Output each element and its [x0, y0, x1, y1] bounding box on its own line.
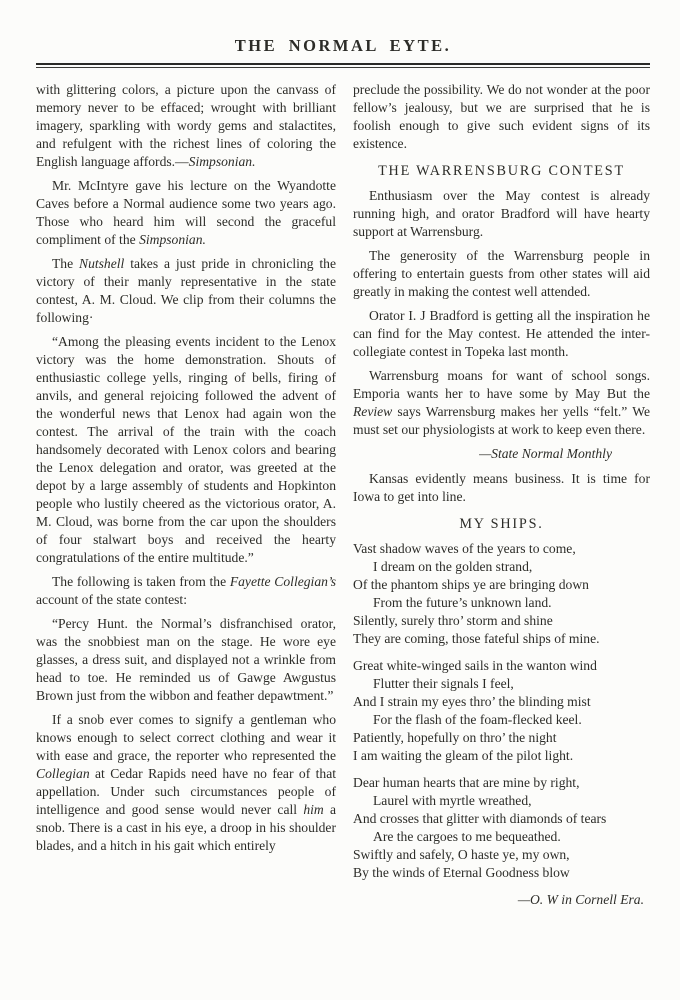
text-run: Mr. McIntyre gave his lecture on the Wyandotte Caves before a Normal audience some two years ago. Those who heard him will second the graceful compliment of the: [36, 178, 336, 247]
publication-title: THE NORMAL EYTE.: [234, 36, 452, 55]
poem-stanza: [353, 774, 650, 882]
poem-line: By the winds of Eternal Goodness blow: [353, 865, 570, 880]
poem-line: I dream on the golden strand,: [373, 559, 533, 574]
poem-line: And I strain my eyes thro’ the blinding mist: [353, 694, 591, 709]
italic-text-run: Simpsonian.: [139, 232, 206, 247]
text-run: Orator I. J Bradford is getting all the inspiration he can find for the May contest. He attended the inter-collegiate contest in Topeka last month.: [353, 308, 650, 359]
poem-line: For the flash of the foam-flecked keel.: [373, 712, 582, 727]
text-run: “Percy Hunt. the Normal’s disfranchised orator, was the snobbiest man on the stage. He wore eye glasses, a dress suit, and displayed not a wrinkle from head to toe. He reminded us of Gawge Awgustus Brown just from the wibbon and feather depawtment.”: [36, 616, 336, 703]
italic-text-run: Review: [353, 404, 393, 419]
paragraph: [353, 187, 650, 241]
text-run: at Cedar Rapids need have no fear of that appellation. Under such circumstances people of intelligence and good sense would never call: [36, 766, 336, 817]
poem-line: Flutter their signals I feel,: [373, 676, 514, 691]
section-heading: MY SHIPS.: [459, 516, 544, 532]
paragraph: [353, 81, 650, 153]
poem-line: Great white-winged sails in the wanton wind: [353, 658, 597, 673]
paragraph: [36, 711, 336, 855]
paragraph: [36, 81, 336, 171]
attribution: —State Normal Monthly: [479, 446, 612, 461]
text-run: a snob. There is a cast in his eye, a droop in his shoulder blades, and a hitch in his gait which entirely: [36, 802, 337, 853]
paragraph: [353, 367, 650, 439]
text-run: account of the state contest:: [36, 592, 187, 607]
paragraph: [36, 177, 336, 249]
poem-line: Swiftly and safely, O haste ye, my own,: [353, 847, 570, 862]
paragraph: [36, 333, 336, 567]
left-column: [36, 81, 336, 861]
text-run: Enthusiasm over the May contest is already running high, and orator Bradford will have hearty support at Warrensburg.: [353, 188, 650, 239]
section-heading: THE WARRENSBURG CONTEST: [378, 163, 625, 179]
italic-text-run: Fayette Collegian’s: [229, 574, 336, 589]
poem-line: I am waiting the gleam of the pilot light.: [353, 748, 574, 763]
poem-line: Of the phantom ships ye are bringing down: [353, 577, 589, 592]
masthead: [36, 36, 650, 68]
text-run: The: [52, 256, 79, 271]
poem-line: Patiently, hopefully on thro’ the night: [353, 730, 557, 745]
masthead-rule: [36, 63, 650, 68]
paragraph: [36, 255, 336, 327]
text-run: says Warrensburg makes her yells “felt.” We must set our physiologists at work to keep even there.: [353, 404, 650, 437]
text-run: preclude the possibility. We do not wonder at the poor fellow’s jealousy, but we are surprised that he is foolish enough to give such evident signs of its existence.: [353, 82, 650, 151]
text-run: Warrensburg moans for want of school songs. Emporia wants her to have some by May But the: [353, 368, 650, 401]
attribution: —O. W in Cornell Era.: [517, 892, 644, 907]
italic-text-run: Simpsonian.: [188, 154, 256, 169]
paragraph: [36, 615, 336, 705]
poem-line: Dear human hearts that are mine by right,: [353, 775, 580, 790]
italic-text-run: Collegian: [36, 766, 90, 781]
poem-stanza: [353, 657, 650, 765]
paragraph: [36, 573, 336, 609]
poem-line: Laurel with myrtle wreathed,: [373, 793, 532, 808]
poem-line: And crosses that glitter with diamonds of tears: [353, 811, 607, 826]
paragraph: [353, 307, 650, 361]
text-run: The generosity of the Warrensburg people in offering to entertain guests from other states will aid greatly in making the contest well attended.: [353, 248, 650, 299]
poem-line: Are the cargoes to me bequeathed.: [373, 829, 561, 844]
poem-line: They are coming, those fateful ships of mine.: [353, 631, 600, 646]
poem-line: Vast shadow waves of the years to come,: [353, 541, 576, 556]
text-run: The following is taken from the: [52, 574, 230, 589]
text-run: If a snob ever comes to signify a gentleman who knows enough to select correct clothing and wear it with ease and grace, the reporter who represented the: [36, 712, 336, 763]
article-columns: [36, 81, 650, 916]
italic-text-run: him: [303, 802, 324, 817]
paragraph: [353, 470, 650, 506]
italic-text-run: Nutshell: [79, 256, 125, 271]
right-column: [353, 81, 650, 916]
paragraph: [353, 247, 650, 301]
text-run: Kansas evidently means business. It is time for Iowa to get into line.: [353, 471, 650, 504]
poem-line: From the future’s unknown land.: [373, 595, 552, 610]
text-run: “Among the pleasing events incident to the Lenox victory was the home demonstration. Shouts of enthusiastic college yells, ringing of bells, firing of anvils, and general rejoicing followed the advent of the wonderful news that Lenox had again won the contest. The arrival of the train with the coach handsomely decorated with Lenox colors and bearing the Lenox delegation and orator, was greeted at the depot by a large assembly of students and Hopkinton people who lustily cheered as the victorious orator, A. M. Cloud, was borne from the car upon the shoulders of four stalwart boys and received the hearty congratulations of the entire multitude.”: [36, 334, 336, 565]
text-run: takes a just pride in chronicling the victory of their manly representative in the state contest, A. M. Cloud. We clip from their columns the following·: [36, 256, 336, 325]
poem-stanza: [353, 540, 650, 648]
text-run: with glittering colors, a picture upon the canvass of memory never to be effaced; wrought with brilliant imagery, sparkling with wordy gems and stalactites, and refulgent with the richest lines of coloring the English language affords.—: [36, 82, 336, 169]
poem-line: Silently, surely thro’ storm and shine: [353, 613, 553, 628]
